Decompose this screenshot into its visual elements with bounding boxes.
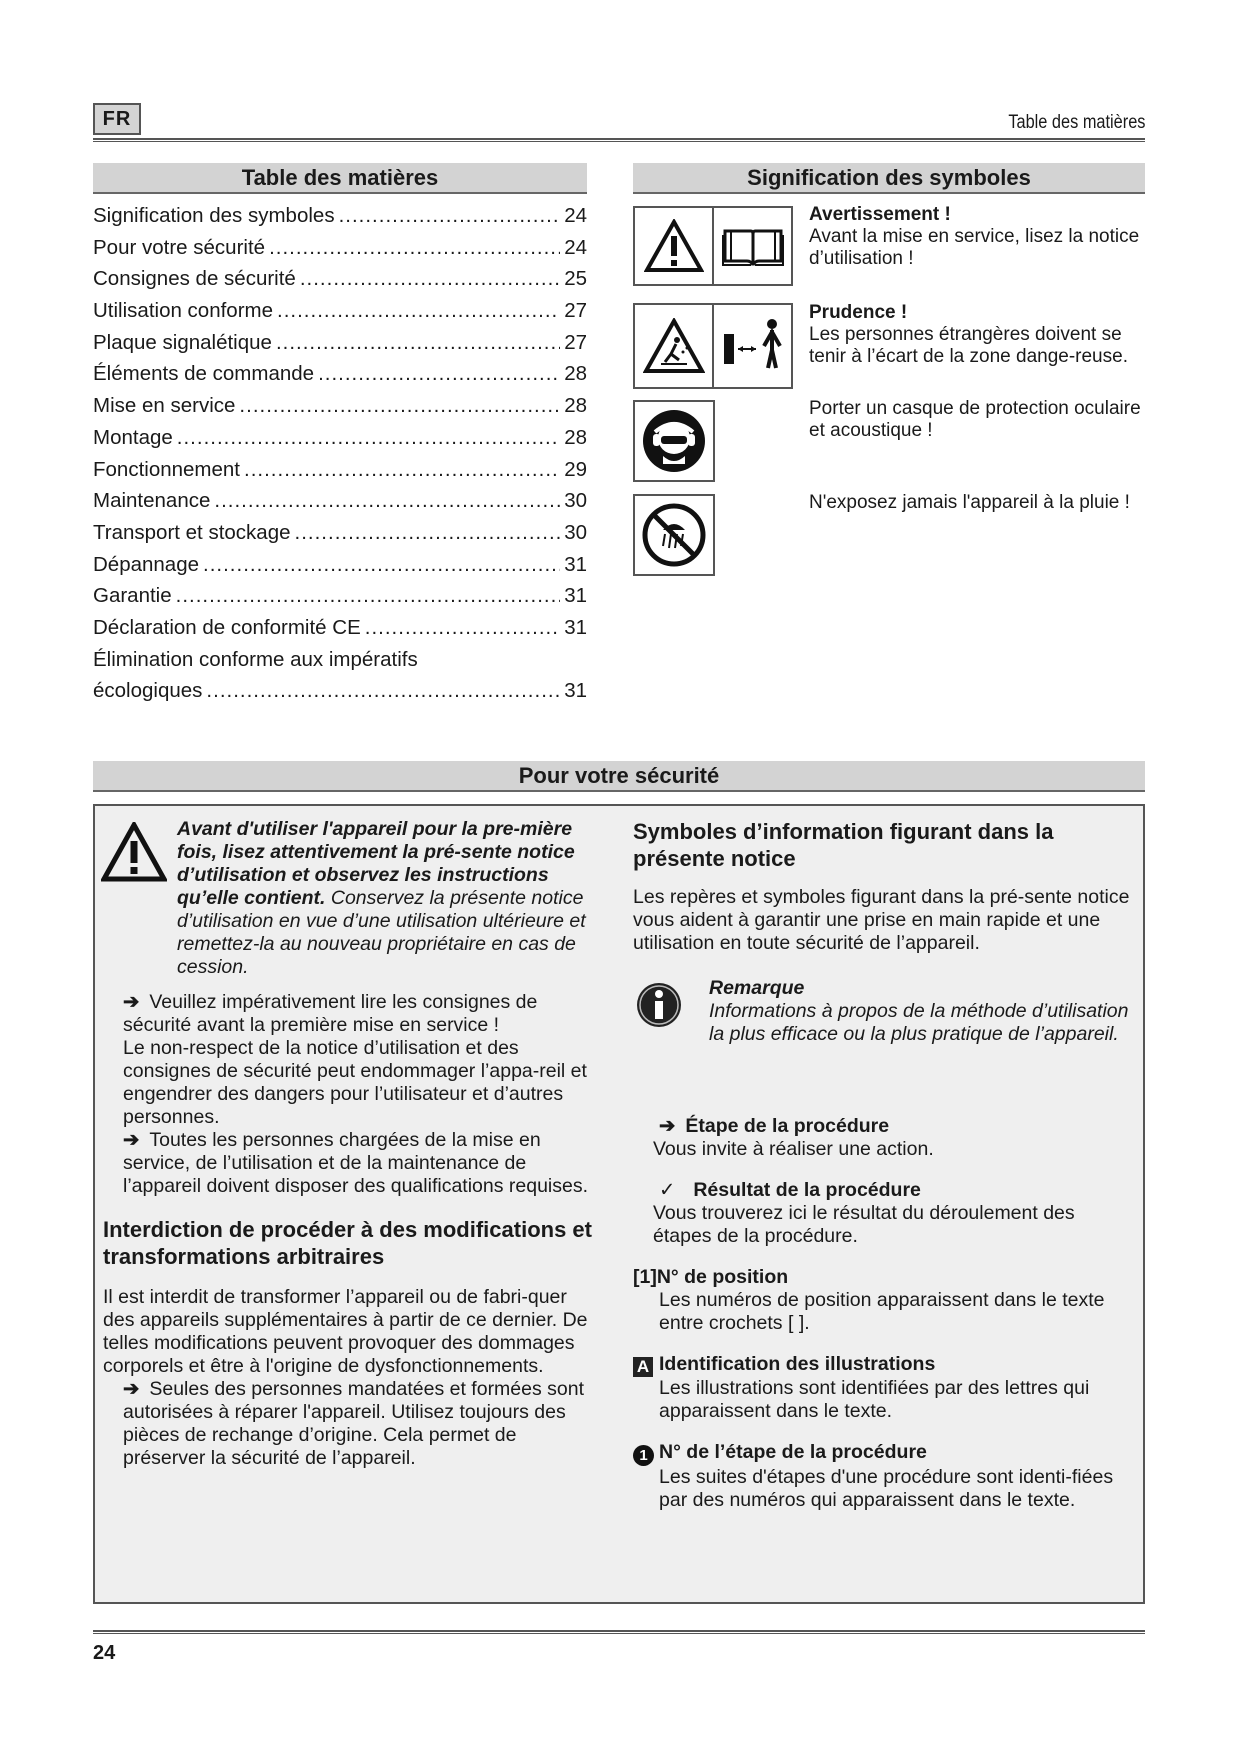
symbol-heading: Avertissement ! [809,204,951,225]
toc-entry-page: 28 [564,425,587,449]
toc-title: Table des matières [93,163,587,194]
toc-entry[interactable] [93,204,587,236]
safety-distance-person-icon [712,305,791,387]
toc-entry-title: Signification des symboles [93,204,335,227]
position-legend [633,1266,1133,1335]
symbol-no-rain [633,494,715,576]
toc-entry[interactable] [93,679,587,711]
flying-debris-warning-icon [635,305,712,387]
header-rule [93,138,1145,142]
toc-leader-dots [239,394,560,418]
toc-entry-title: Éléments de commande [93,362,315,386]
toc-entry-title: Fonctionnement [93,457,241,481]
toc-entry-page: 27 [564,330,587,354]
arrow-icon: ➔ [123,1129,140,1151]
instruction-item [103,1129,603,1198]
symbol-warning-manual [633,206,793,286]
toc-entry-page: 31 [564,679,587,703]
toc-entry[interactable] [93,584,587,616]
page-number: 24 [93,1642,116,1664]
toc-entry[interactable] [93,648,587,680]
arrow-icon: ➔ [123,1378,140,1400]
toc-entry[interactable] [93,299,587,331]
toc-entry-page: 27 [564,299,587,323]
info-symbols-intro: Les repères et symboles figurant dans la pré-sente notice vous aident à garantir une prise en main rapide et une utilisation en toute sécurité de l’appareil. [633,886,1130,954]
no-rain-icon [635,502,713,568]
step-number-legend [633,1441,1133,1512]
toc-entry[interactable] [93,394,587,426]
warning-triangle-icon [635,208,712,284]
safety-title: Pour votre sécurité [93,761,1145,792]
step-title: Étape de la procédure [685,1115,890,1137]
note-text: Informations à propos de la méthode d’utilisation la plus efficace ou la plus pratique de l’appareil. [709,1000,1129,1045]
step-number-title: N° de l’étape de la procédure [659,1441,927,1463]
toc-entry[interactable] [93,267,587,299]
illustration-text: Les illustrations sont identifiées par des lettres qui apparaissent dans le texte. [659,1377,1090,1422]
toc-leader-dots [318,362,560,386]
toc-leader-dots [365,616,560,640]
running-header-title: Table des matières [1007,112,1145,133]
toc-leader-dots [269,236,560,260]
toc-entry-title: écologiques [93,679,203,703]
step-legend [633,1115,1133,1161]
instruction-text: Toutes les personnes chargées de la mise en service, de l’utilisation et de la maintenance de l’appareil doivent disposer des qualifications requises. [123,1129,589,1197]
symbol-description [809,302,1149,368]
position-title: N° de position [656,1266,789,1288]
result-text: Vous trouverez ici le résultat du déroulement des étapes de la procédure. [653,1202,1075,1247]
instruction-text: Veuillez impérativement lire les consignes de sécurité avant la première mise en service ! [123,991,538,1036]
note-title: Remarque [709,977,805,999]
toc-entry[interactable] [93,521,587,553]
symbol-bystanders [633,303,793,389]
toc-entry-title: Consignes de sécurité [93,267,296,291]
instruction-text: Seules des personnes mandatées et formées sont autorisées à réparer l'appareil. Utilisez toujours des pièces de rechange d’origine. Cela permet de préserver la sécurité de l’appareil. [123,1378,585,1469]
toc-entry[interactable] [93,331,587,363]
toc-entry-page: 30 [564,520,587,544]
toc-entry-page: 30 [564,489,587,513]
toc-entry[interactable] [93,236,587,268]
symbol-description [809,204,1149,270]
toc-entry[interactable] [93,616,587,648]
safety-left-column [103,818,603,1470]
toc-leader-dots [339,204,561,228]
arrow-icon: ➔ [123,991,140,1013]
toc-entry[interactable] [93,426,587,458]
toc-entry-title: Garantie [93,584,172,608]
result-legend [633,1179,1133,1248]
step-text: Vous invite à réaliser une action. [653,1138,934,1160]
toc-entry-title: Plaque signalétique [93,330,272,354]
checkmark-icon: ✓ [659,1179,676,1201]
note-box [633,977,1133,1067]
toc-leader-dots [295,521,561,545]
illustration-title: Identification des illustrations [659,1353,936,1375]
table-of-contents [93,204,587,711]
eye-ear-protection-icon [635,408,713,474]
safety-paragraph: Il est interdit de transformer l’appareil ou de fabri-quer des appareils supplémentaires à partir de ce dernier. De telles modifications peuvent provoquer des dommages corporels et être à l'origine de dysfonctionnements. [103,1286,588,1377]
toc-entry-title: Utilisation conforme [93,299,274,323]
symbol-heading: Prudence ! [809,302,908,323]
footer-rule [93,1630,1145,1634]
symbol-text: Porter un casque de protection oculaire et acoustique ! [809,398,1141,441]
toc-entry-title: Déclaration de conformité CE [93,615,361,639]
symbol-protection [633,400,715,482]
toc-entry-title: Montage [93,425,173,449]
step-number-icon: 1 [633,1445,654,1466]
symbol-description [809,492,1149,514]
toc-leader-dots [244,458,560,482]
safety-warning-intro [103,818,603,979]
safety-paragraph: Le non-respect de la notice d’utilisation et des consignes de sécurité peut endommager l’appa-reil et engendrer des dangers pour l’utilisateur et d’autres personnes. [123,1037,587,1128]
info-icon [635,981,683,1035]
instruction-item [103,991,603,1037]
info-symbols-heading: Symboles d’information figurant dans la présente notice [633,819,1054,871]
intro-text: Conservez la présente notice d’utilisation en vue d’une utilisation ultérieure et remettez-la au nouveau propriétaire en cas de cession. [177,887,586,978]
toc-leader-dots [206,679,560,703]
result-title: Résultat de la procédure [693,1179,921,1201]
position-marker: [1] [633,1266,657,1288]
toc-entry-title: Maintenance [93,489,211,513]
modifications-heading: Interdiction de procéder à des modifications et transformations arbitraires [103,1217,592,1269]
toc-entry-title: Transport et stockage [93,520,291,544]
step-number-text: Les suites d'étapes d'une procédure sont identi-fiées par des numéros qui apparaissent dans le texte. [659,1466,1114,1511]
toc-entry-title: Élimination conforme aux impératifs [93,647,418,671]
toc-entry-title: Dépannage [93,552,200,576]
symbol-text: Avant la mise en service, lisez la notice d’utilisation ! [809,226,1140,269]
toc-entry-page: 28 [564,362,587,386]
symbol-description [809,398,1149,442]
toc-leader-dots [176,584,561,608]
toc-leader-dots [300,267,560,291]
position-text: Les numéros de position apparaissent dans le texte entre crochets [ ]. [659,1289,1105,1334]
toc-entry[interactable] [93,362,587,394]
symbols-title: Signification des symboles [633,163,1145,194]
toc-entry[interactable] [93,553,587,585]
toc-entry-page: 31 [564,552,587,576]
toc-entry-page: 28 [564,394,587,418]
instruction-item [103,1378,603,1470]
illustration-legend [633,1353,1133,1423]
open-book-icon [712,208,791,284]
toc-leader-dots [214,489,560,513]
toc-leader-dots [177,426,560,450]
illustration-letter-icon: A [633,1357,653,1377]
toc-entry-page: 24 [564,204,587,227]
toc-entry-page: 31 [564,584,587,608]
toc-entry-title: Pour votre sécurité [93,235,266,259]
toc-leader-dots [276,331,560,355]
toc-entry-page: 29 [564,457,587,481]
toc-entry-page: 25 [564,267,587,291]
safety-right-column [633,818,1133,1512]
arrow-icon: ➔ [659,1115,676,1137]
toc-entry[interactable] [93,489,587,521]
symbol-text: N'exposez jamais l'appareil à la pluie ! [809,492,1130,513]
toc-entry-page: 31 [564,615,587,639]
toc-entry-title: Mise en service [93,394,236,418]
toc-entry-page: 24 [564,235,587,259]
intro-bold-text: Avant d'utiliser l'appareil pour la pre-mière fois, lisez attentivement la pré-sente notice d’utilisation et observez les instructions qu’elle contient. [177,818,575,909]
symbol-text: Les personnes étrangères doivent se tenir à l’écart de la zone dange-reuse. [809,324,1128,367]
toc-entry[interactable] [93,458,587,490]
warning-triangle-icon [101,822,167,888]
toc-leader-dots [277,299,560,323]
language-badge: FR [93,103,141,135]
toc-leader-dots [203,553,560,577]
